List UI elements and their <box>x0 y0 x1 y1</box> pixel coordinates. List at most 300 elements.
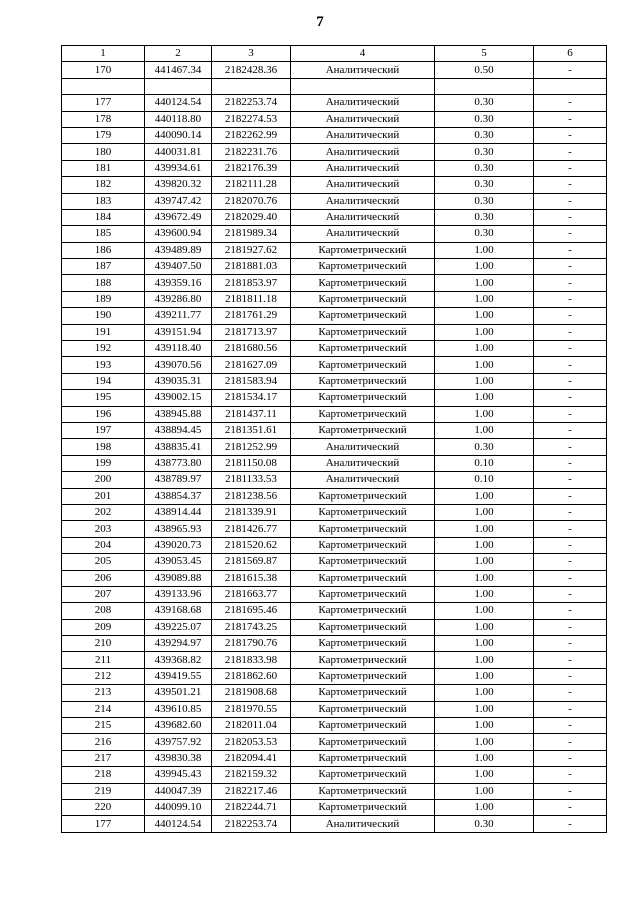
table-cell: Картометрический <box>291 308 435 324</box>
table-cell: 2181743.25 <box>212 619 291 635</box>
table-cell: 440124.54 <box>145 816 212 832</box>
table-row <box>62 62 607 78</box>
table-cell: 2181927.62 <box>212 242 291 258</box>
header-row <box>62 46 607 62</box>
table-cell: Картометрический <box>291 570 435 586</box>
table-row <box>62 521 607 537</box>
table-cell: 439672.49 <box>145 209 212 225</box>
table-cell: - <box>534 373 607 389</box>
table-cell: 2182428.36 <box>212 62 291 78</box>
table-cell: 2182262.99 <box>212 127 291 143</box>
table-cell: Картометрический <box>291 701 435 717</box>
table-cell: 188 <box>62 275 145 291</box>
table-cell: 438914.44 <box>145 504 212 520</box>
table-cell: 2182176.39 <box>212 160 291 176</box>
table-cell: - <box>534 209 607 225</box>
table-row <box>62 324 607 340</box>
table-cell: 438965.93 <box>145 521 212 537</box>
table-cell: 0.30 <box>435 127 534 143</box>
table-cell: - <box>534 95 607 111</box>
table-cell: 187 <box>62 259 145 275</box>
table-cell: - <box>534 160 607 176</box>
table-cell: Картометрический <box>291 668 435 684</box>
table-cell: 439682.60 <box>145 718 212 734</box>
table-cell: 2182111.28 <box>212 177 291 193</box>
table-cell: Картометрический <box>291 750 435 766</box>
table-row <box>62 144 607 160</box>
page-number: 7 <box>316 14 324 30</box>
table-cell: 439294.97 <box>145 636 212 652</box>
table-cell <box>435 78 534 94</box>
table-cell: 440099.10 <box>145 799 212 815</box>
table-cell: Аналитический <box>291 177 435 193</box>
table-cell: 1.00 <box>435 324 534 340</box>
table-row <box>62 308 607 324</box>
table-cell: 1.00 <box>435 308 534 324</box>
table-cell: 0.30 <box>435 95 534 111</box>
table-cell: 2181790.76 <box>212 636 291 652</box>
table-cell: 2181627.09 <box>212 357 291 373</box>
table-cell: 439133.96 <box>145 586 212 602</box>
column-header: 6 <box>534 46 607 62</box>
table-cell: 2181761.29 <box>212 308 291 324</box>
table-cell: 2182253.74 <box>212 816 291 832</box>
table-cell: 2181713.97 <box>212 324 291 340</box>
table-cell: 2182070.76 <box>212 193 291 209</box>
table-cell: 1.00 <box>435 783 534 799</box>
table-cell: 2181569.87 <box>212 554 291 570</box>
table-cell: 440031.81 <box>145 144 212 160</box>
table-cell: 2182244.71 <box>212 799 291 815</box>
table-cell: - <box>534 619 607 635</box>
table-cell: - <box>534 291 607 307</box>
table-cell: 180 <box>62 144 145 160</box>
table-cell: - <box>534 554 607 570</box>
table-cell: Аналитический <box>291 111 435 127</box>
table-cell: Аналитический <box>291 193 435 209</box>
table-cell: Аналитический <box>291 127 435 143</box>
table-cell: Аналитический <box>291 472 435 488</box>
table-cell: 0.30 <box>435 193 534 209</box>
table-cell: 439419.55 <box>145 668 212 684</box>
coordinates-table <box>61 45 607 833</box>
table-cell: 1.00 <box>435 291 534 307</box>
table-cell: 0.30 <box>435 209 534 225</box>
table-row <box>62 668 607 684</box>
table-cell: 202 <box>62 504 145 520</box>
table-cell: 0.30 <box>435 226 534 242</box>
table-cell: Картометрический <box>291 521 435 537</box>
table-cell: 0.30 <box>435 177 534 193</box>
table-cell: 1.00 <box>435 341 534 357</box>
table-cell: 1.00 <box>435 652 534 668</box>
table-cell: 183 <box>62 193 145 209</box>
table-cell: 439600.94 <box>145 226 212 242</box>
table-cell: 198 <box>62 439 145 455</box>
table-cell: - <box>534 603 607 619</box>
table-cell: Картометрический <box>291 422 435 438</box>
table-cell: 200 <box>62 472 145 488</box>
table-row <box>62 734 607 750</box>
table-cell: 439407.50 <box>145 259 212 275</box>
table-row <box>62 783 607 799</box>
table-cell: Картометрический <box>291 341 435 357</box>
table-cell: 2182029.40 <box>212 209 291 225</box>
table-cell: 1.00 <box>435 422 534 438</box>
table-cell: - <box>534 357 607 373</box>
table-cell: 2182094.41 <box>212 750 291 766</box>
table-row <box>62 750 607 766</box>
table-cell: 177 <box>62 816 145 832</box>
table-cell: Картометрический <box>291 357 435 373</box>
table-cell: 218 <box>62 767 145 783</box>
table-cell: 1.00 <box>435 586 534 602</box>
table-cell: - <box>534 783 607 799</box>
table-row <box>62 472 607 488</box>
table-cell: 438773.80 <box>145 455 212 471</box>
table-cell: 2182159.32 <box>212 767 291 783</box>
table-cell: 441467.34 <box>145 62 212 78</box>
table-cell: - <box>534 636 607 652</box>
table-cell: 439089.88 <box>145 570 212 586</box>
table-cell: 1.00 <box>435 275 534 291</box>
table-cell: Картометрический <box>291 291 435 307</box>
table-cell: - <box>534 111 607 127</box>
table-cell: 199 <box>62 455 145 471</box>
table-row <box>62 767 607 783</box>
table-cell: 2182053.53 <box>212 734 291 750</box>
table-cell: 1.00 <box>435 521 534 537</box>
table-cell: 2181862.60 <box>212 668 291 684</box>
table-cell: - <box>534 504 607 520</box>
table-cell: 206 <box>62 570 145 586</box>
table-cell: Картометрический <box>291 603 435 619</box>
table-cell: 439945.43 <box>145 767 212 783</box>
table-row <box>62 701 607 717</box>
table-cell: Аналитический <box>291 160 435 176</box>
table-cell: 438789.97 <box>145 472 212 488</box>
table-cell: 1.00 <box>435 718 534 734</box>
table-cell: 211 <box>62 652 145 668</box>
table-cell: 1.00 <box>435 668 534 684</box>
table-cell: - <box>534 308 607 324</box>
table-row <box>62 226 607 242</box>
table-cell: Картометрический <box>291 718 435 734</box>
column-header: 4 <box>291 46 435 62</box>
table-row <box>62 406 607 422</box>
table-cell: - <box>534 750 607 766</box>
column-header: 2 <box>145 46 212 62</box>
table-cell: - <box>534 422 607 438</box>
table-cell: - <box>534 390 607 406</box>
table-cell: 208 <box>62 603 145 619</box>
table-cell: - <box>534 799 607 815</box>
table-cell: Картометрический <box>291 373 435 389</box>
table-cell: 185 <box>62 226 145 242</box>
table-cell: 190 <box>62 308 145 324</box>
table-cell: 439820.32 <box>145 177 212 193</box>
table-cell: 439035.31 <box>145 373 212 389</box>
table-cell: 2181583.94 <box>212 373 291 389</box>
table-row <box>62 373 607 389</box>
table-cell: 2181695.46 <box>212 603 291 619</box>
table-row <box>62 619 607 635</box>
table-cell: 219 <box>62 783 145 799</box>
table-cell: - <box>534 439 607 455</box>
table-cell: Аналитический <box>291 95 435 111</box>
table-cell: 2181833.98 <box>212 652 291 668</box>
table-cell: 440047.39 <box>145 783 212 799</box>
table-cell: 1.00 <box>435 570 534 586</box>
table-cell: 439002.15 <box>145 390 212 406</box>
table-cell: 2181908.68 <box>212 685 291 701</box>
table-cell: - <box>534 406 607 422</box>
table-cell: 2181150.08 <box>212 455 291 471</box>
table-cell: 439168.68 <box>145 603 212 619</box>
table-cell: 1.00 <box>435 537 534 553</box>
table-cell: 1.00 <box>435 259 534 275</box>
table-row <box>62 570 607 586</box>
table-cell: 220 <box>62 799 145 815</box>
table-row <box>62 127 607 143</box>
table-row <box>62 160 607 176</box>
table-cell: Картометрический <box>291 537 435 553</box>
table-row <box>62 111 607 127</box>
table-row <box>62 816 607 832</box>
table-cell: 204 <box>62 537 145 553</box>
table-cell: - <box>534 472 607 488</box>
table-cell: 2181426.77 <box>212 521 291 537</box>
table-cell: Аналитический <box>291 144 435 160</box>
table-cell: 170 <box>62 62 145 78</box>
table-cell: 214 <box>62 701 145 717</box>
table-row <box>62 422 607 438</box>
table-cell: 210 <box>62 636 145 652</box>
table-cell: 203 <box>62 521 145 537</box>
table-row <box>62 685 607 701</box>
table-cell: 217 <box>62 750 145 766</box>
table-cell: - <box>534 685 607 701</box>
table-cell: - <box>534 816 607 832</box>
table-cell: 184 <box>62 209 145 225</box>
table-cell: 1.00 <box>435 488 534 504</box>
table-cell: 2182231.76 <box>212 144 291 160</box>
table-cell: 177 <box>62 95 145 111</box>
table-cell: 192 <box>62 341 145 357</box>
table-cell: 1.00 <box>435 373 534 389</box>
table-cell: 1.00 <box>435 504 534 520</box>
table-cell: 439830.38 <box>145 750 212 766</box>
table-cell: 213 <box>62 685 145 701</box>
table-row <box>62 291 607 307</box>
table-cell: - <box>534 521 607 537</box>
table-cell: 207 <box>62 586 145 602</box>
table-cell: 2182217.46 <box>212 783 291 799</box>
table-cell: 439501.21 <box>145 685 212 701</box>
table-cell: 438854.37 <box>145 488 212 504</box>
table-row <box>62 390 607 406</box>
table-cell: 2181663.77 <box>212 586 291 602</box>
table-cell: 2181520.62 <box>212 537 291 553</box>
table-cell: 440090.14 <box>145 127 212 143</box>
table-cell: Аналитический <box>291 62 435 78</box>
table-cell: 186 <box>62 242 145 258</box>
table-cell: 439070.56 <box>145 357 212 373</box>
table-cell: 2181970.55 <box>212 701 291 717</box>
table-cell: 1.00 <box>435 636 534 652</box>
table-row <box>62 488 607 504</box>
table-cell: 216 <box>62 734 145 750</box>
table-cell: - <box>534 668 607 684</box>
table-cell: 1.00 <box>435 750 534 766</box>
table-cell: Аналитический <box>291 816 435 832</box>
table-cell: Картометрический <box>291 554 435 570</box>
table-cell: 191 <box>62 324 145 340</box>
table-cell: 212 <box>62 668 145 684</box>
table-cell: 1.00 <box>435 767 534 783</box>
table-cell <box>62 78 145 94</box>
table-cell: 2181615.38 <box>212 570 291 586</box>
table-cell: Картометрический <box>291 685 435 701</box>
table-cell: 2181339.91 <box>212 504 291 520</box>
table-cell: Картометрический <box>291 783 435 799</box>
table-cell: 2181238.56 <box>212 488 291 504</box>
table-cell: 1.00 <box>435 685 534 701</box>
table-cell: 195 <box>62 390 145 406</box>
table-cell: 2181881.03 <box>212 259 291 275</box>
table-cell: - <box>534 570 607 586</box>
table-cell: 1.00 <box>435 242 534 258</box>
table-row <box>62 95 607 111</box>
table-cell: 197 <box>62 422 145 438</box>
table-cell: 440118.80 <box>145 111 212 127</box>
table-cell: - <box>534 767 607 783</box>
table-cell: 2181680.56 <box>212 341 291 357</box>
table-cell: - <box>534 324 607 340</box>
table-cell: - <box>534 734 607 750</box>
table-cell: 2181133.53 <box>212 472 291 488</box>
table-cell: 439359.16 <box>145 275 212 291</box>
table-cell: 2181853.97 <box>212 275 291 291</box>
table-cell: 439118.40 <box>145 341 212 357</box>
table-cell: 438894.45 <box>145 422 212 438</box>
column-header: 1 <box>62 46 145 62</box>
table-cell: 179 <box>62 127 145 143</box>
table-cell: Картометрический <box>291 586 435 602</box>
table-row <box>62 586 607 602</box>
table-cell: 1.00 <box>435 357 534 373</box>
table-row <box>62 439 607 455</box>
table-row <box>62 455 607 471</box>
table-row <box>62 259 607 275</box>
table-cell: Картометрический <box>291 619 435 635</box>
table-cell: 2181252.99 <box>212 439 291 455</box>
table-cell: Картометрический <box>291 652 435 668</box>
table-cell: 205 <box>62 554 145 570</box>
table-cell: 2182011.04 <box>212 718 291 734</box>
table-cell: - <box>534 242 607 258</box>
table-cell: Аналитический <box>291 439 435 455</box>
table-cell: 181 <box>62 160 145 176</box>
table-cell: 2182253.74 <box>212 95 291 111</box>
table-cell: Картометрический <box>291 734 435 750</box>
table-cell: Картометрический <box>291 324 435 340</box>
table-cell: Картометрический <box>291 259 435 275</box>
table-cell: 2181989.34 <box>212 226 291 242</box>
table-cell: Картометрический <box>291 390 435 406</box>
table-cell: - <box>534 62 607 78</box>
table-cell: 439757.92 <box>145 734 212 750</box>
table-row <box>62 341 607 357</box>
table-cell: Картометрический <box>291 504 435 520</box>
table-body <box>62 62 607 832</box>
table-cell: 209 <box>62 619 145 635</box>
table-cell: 2181351.61 <box>212 422 291 438</box>
table-row <box>62 209 607 225</box>
table-cell: Аналитический <box>291 209 435 225</box>
column-header: 5 <box>435 46 534 62</box>
table-row <box>62 504 607 520</box>
table-row <box>62 357 607 373</box>
table-cell: Картометрический <box>291 636 435 652</box>
table-cell: 201 <box>62 488 145 504</box>
table-cell: 0.10 <box>435 455 534 471</box>
table-cell: 439489.89 <box>145 242 212 258</box>
table-cell: 2182274.53 <box>212 111 291 127</box>
table-cell: 215 <box>62 718 145 734</box>
table-cell: Картометрический <box>291 242 435 258</box>
table-cell: 0.30 <box>435 144 534 160</box>
table-cell: 193 <box>62 357 145 373</box>
table-cell: 439286.80 <box>145 291 212 307</box>
table-cell: - <box>534 537 607 553</box>
table-cell: - <box>534 193 607 209</box>
table-cell: - <box>534 455 607 471</box>
table-cell: Картометрический <box>291 275 435 291</box>
table-cell: 438945.88 <box>145 406 212 422</box>
table-row <box>62 603 607 619</box>
table-header <box>62 46 607 62</box>
table-cell: 2181534.17 <box>212 390 291 406</box>
table-cell: Аналитический <box>291 455 435 471</box>
table-cell: 1.00 <box>435 701 534 717</box>
table-cell: - <box>534 259 607 275</box>
table-row <box>62 193 607 209</box>
table-cell: Картометрический <box>291 799 435 815</box>
table-cell: 0.10 <box>435 472 534 488</box>
table-cell: - <box>534 652 607 668</box>
table-cell: 189 <box>62 291 145 307</box>
table-cell: 439610.85 <box>145 701 212 717</box>
table-cell: 438835.41 <box>145 439 212 455</box>
table-row <box>62 554 607 570</box>
table-row <box>62 652 607 668</box>
table-row <box>62 78 607 94</box>
table-cell: 439747.42 <box>145 193 212 209</box>
table-cell: - <box>534 488 607 504</box>
table-cell: 439225.07 <box>145 619 212 635</box>
table-cell: 1.00 <box>435 406 534 422</box>
table-cell: 0.30 <box>435 160 534 176</box>
table-cell: - <box>534 341 607 357</box>
table-cell: 439934.61 <box>145 160 212 176</box>
table-cell <box>534 78 607 94</box>
table-cell: 182 <box>62 177 145 193</box>
table-cell: 0.30 <box>435 816 534 832</box>
table-cell: 1.00 <box>435 390 534 406</box>
table-row <box>62 799 607 815</box>
table-cell <box>145 78 212 94</box>
